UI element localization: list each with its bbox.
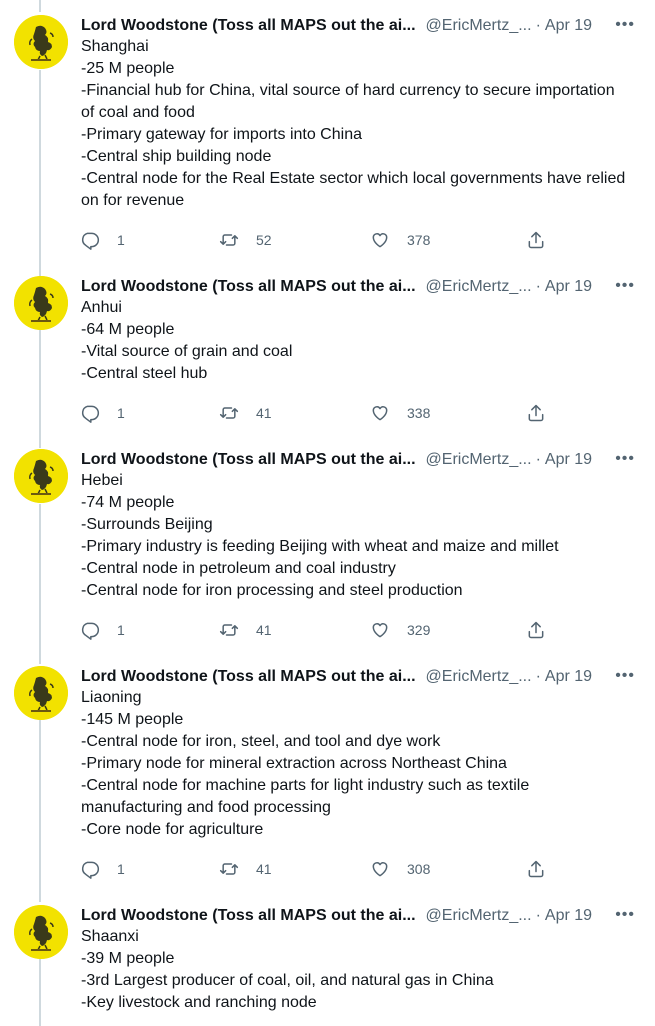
reply-icon xyxy=(80,620,100,640)
avatar[interactable] xyxy=(14,15,68,69)
reply-icon xyxy=(80,859,100,879)
retweet-icon xyxy=(219,403,239,423)
tweet-date[interactable]: Apr 19 xyxy=(544,907,593,924)
tweet-line: -Key livestock and ranching node xyxy=(81,994,317,1011)
share-button[interactable] xyxy=(526,858,546,880)
reply-icon xyxy=(80,403,100,423)
tweet-header xyxy=(81,15,641,37)
author-handle[interactable]: @EricMertz_... xyxy=(425,17,532,34)
tweet[interactable] xyxy=(0,666,655,894)
tweet-line: -39 M people xyxy=(81,950,175,967)
author-handle[interactable]: @EricMertz_... xyxy=(425,451,532,468)
like-button[interactable] xyxy=(370,619,430,641)
tweet-date[interactable]: Apr 19 xyxy=(544,451,593,468)
tweet-actions xyxy=(80,619,550,641)
reply-button[interactable] xyxy=(80,619,125,641)
more-icon[interactable]: ••• xyxy=(615,450,635,467)
retweet-count: 41 xyxy=(256,405,272,421)
tweet-header xyxy=(81,666,641,688)
tweet-line: -Central node for iron, steel, and tool and dye work xyxy=(81,733,441,750)
tweet-header xyxy=(81,905,641,927)
share-button[interactable] xyxy=(526,229,546,251)
avatar[interactable] xyxy=(14,905,68,959)
like-button[interactable] xyxy=(370,402,430,424)
tweet-line: -Central steel hub xyxy=(81,365,208,382)
avatar-icon xyxy=(14,15,68,69)
more-icon[interactable]: ••• xyxy=(615,906,635,923)
more-icon[interactable]: ••• xyxy=(615,277,635,294)
reply-count: 1 xyxy=(117,861,125,877)
reply-button[interactable] xyxy=(80,402,125,424)
reply-count: 1 xyxy=(117,405,125,421)
share-icon xyxy=(526,230,546,250)
more-icon[interactable]: ••• xyxy=(615,16,635,33)
tweet-line: -Central ship building node xyxy=(81,148,272,165)
tweet[interactable] xyxy=(0,276,655,436)
share-button[interactable] xyxy=(526,402,546,424)
heart-icon xyxy=(370,230,390,250)
separator-dot: · xyxy=(535,907,541,924)
tweet-line: Shanghai xyxy=(81,38,149,55)
tweet-line: -Core node for agriculture xyxy=(81,821,264,838)
tweet-line: -Primary node for mineral extraction across Northeast China xyxy=(81,755,507,772)
avatar-icon xyxy=(14,276,68,330)
tweet[interactable] xyxy=(0,905,655,1026)
tweet-line: -Central node for machine parts for light industry such as textile manufacturing and food processing xyxy=(81,777,530,816)
like-button[interactable] xyxy=(370,229,430,251)
author-handle[interactable]: @EricMertz_... xyxy=(425,668,532,685)
retweet-count: 41 xyxy=(256,861,272,877)
tweet-line: Anhui xyxy=(81,299,122,316)
author-name[interactable]: Lord Woodstone (Toss all MAPS out the ai... xyxy=(81,17,416,34)
avatar[interactable] xyxy=(14,666,68,720)
retweet-icon xyxy=(219,620,239,640)
avatar[interactable] xyxy=(14,449,68,503)
retweet-count: 41 xyxy=(256,622,272,638)
tweet-actions xyxy=(80,402,550,424)
tweet-line: -Primary industry is feeding Beijing with wheat and maize and millet xyxy=(81,538,559,555)
tweet-date[interactable]: Apr 19 xyxy=(544,278,593,295)
tweet-text xyxy=(81,470,626,602)
tweet-line: -Primary gateway for imports into China xyxy=(81,126,362,143)
tweet-date[interactable]: Apr 19 xyxy=(544,17,593,34)
heart-icon xyxy=(370,403,390,423)
like-count: 308 xyxy=(407,861,431,877)
avatar-icon xyxy=(14,905,68,959)
like-count: 329 xyxy=(407,622,431,638)
tweet-line: -Central node for iron processing and steel production xyxy=(81,582,463,599)
tweet-text xyxy=(81,687,626,841)
heart-icon xyxy=(370,620,390,640)
retweet-button[interactable] xyxy=(219,402,272,424)
share-icon xyxy=(526,403,546,423)
like-count: 378 xyxy=(407,232,431,248)
tweet-text xyxy=(81,36,626,212)
tweet-line: -64 M people xyxy=(81,321,175,338)
tweet-date[interactable]: Apr 19 xyxy=(544,668,593,685)
author-name[interactable]: Lord Woodstone (Toss all MAPS out the ai... xyxy=(81,451,416,468)
tweet-actions xyxy=(80,229,550,251)
tweet[interactable] xyxy=(0,449,655,654)
reply-button[interactable] xyxy=(80,858,125,880)
retweet-button[interactable] xyxy=(219,858,272,880)
separator-dot: · xyxy=(535,278,541,295)
retweet-icon xyxy=(219,230,239,250)
tweet-line: -25 M people xyxy=(81,60,175,77)
retweet-button[interactable] xyxy=(219,619,272,641)
reply-count: 1 xyxy=(117,232,125,248)
tweet-line: -74 M people xyxy=(81,494,175,511)
share-button[interactable] xyxy=(526,619,546,641)
tweet-header xyxy=(81,276,641,298)
tweet-line: -Central node in petroleum and coal industry xyxy=(81,560,396,577)
like-button[interactable] xyxy=(370,858,430,880)
tweet-line: -Vital source of grain and coal xyxy=(81,343,293,360)
author-name[interactable]: Lord Woodstone (Toss all MAPS out the ai... xyxy=(81,907,416,924)
tweet-line: Liaoning xyxy=(81,689,142,706)
retweet-count: 52 xyxy=(256,232,272,248)
reply-icon xyxy=(80,230,100,250)
heart-icon xyxy=(370,859,390,879)
retweet-button[interactable] xyxy=(219,229,272,251)
separator-dot: · xyxy=(535,17,541,34)
reply-count: 1 xyxy=(117,622,125,638)
thread-line xyxy=(39,0,41,12)
avatar-icon xyxy=(14,666,68,720)
author-handle[interactable]: @EricMertz_... xyxy=(425,278,532,295)
share-icon xyxy=(526,859,546,879)
tweet-text xyxy=(81,926,626,1014)
tweet-header xyxy=(81,449,641,471)
author-handle[interactable]: @EricMertz_... xyxy=(425,907,532,924)
tweet-line: Shaanxi xyxy=(81,928,139,945)
separator-dot: · xyxy=(535,668,541,685)
avatar[interactable] xyxy=(14,276,68,330)
author-name[interactable]: Lord Woodstone (Toss all MAPS out the ai... xyxy=(81,668,416,685)
tweet-text xyxy=(81,297,626,385)
tweet-actions xyxy=(80,858,550,880)
separator-dot: · xyxy=(535,451,541,468)
tweet-line: -Surrounds Beijing xyxy=(81,516,213,533)
tweet-line: -Central node for the Real Estate sector which local governments have relied on for revenue xyxy=(81,170,626,209)
tweet[interactable] xyxy=(0,15,655,265)
more-icon[interactable]: ••• xyxy=(615,667,635,684)
avatar-icon xyxy=(14,449,68,503)
share-icon xyxy=(526,620,546,640)
like-count: 338 xyxy=(407,405,431,421)
tweet-line: -Financial hub for China, vital source of hard currency to secure importation of coal and food xyxy=(81,82,615,121)
author-name[interactable]: Lord Woodstone (Toss all MAPS out the ai... xyxy=(81,278,416,295)
reply-button[interactable] xyxy=(80,229,125,251)
retweet-icon xyxy=(219,859,239,879)
tweet-line: Hebei xyxy=(81,472,123,489)
tweet-line: -145 M people xyxy=(81,711,184,728)
tweet-line: -3rd Largest producer of coal, oil, and natural gas in China xyxy=(81,972,494,989)
